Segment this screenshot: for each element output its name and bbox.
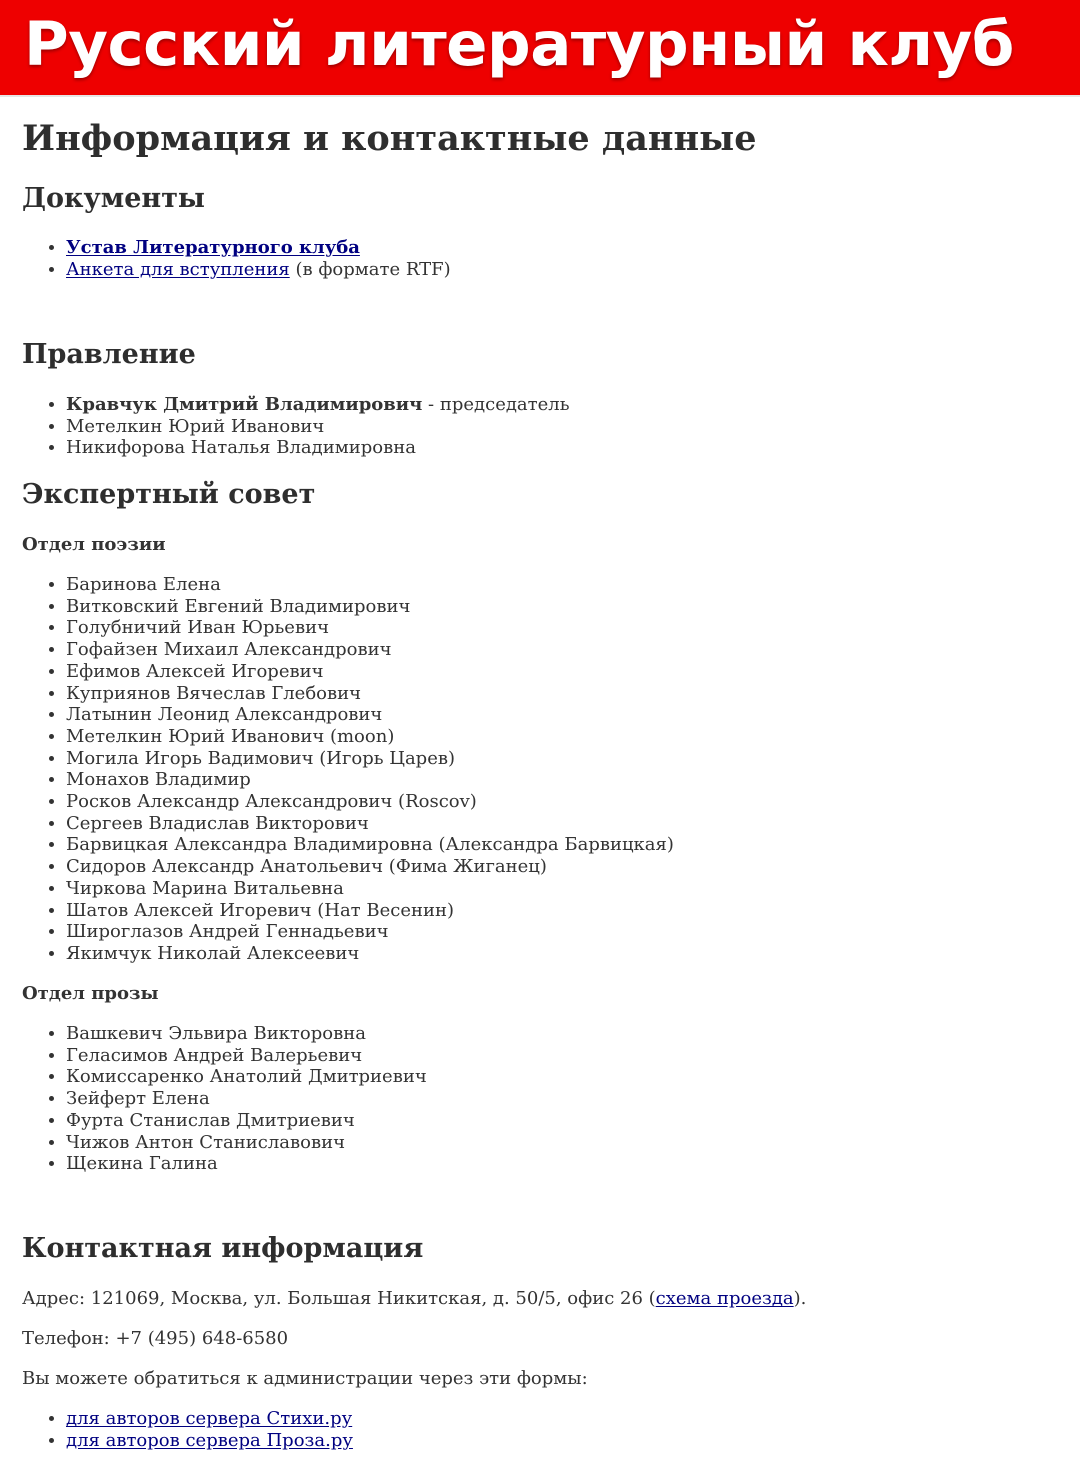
stihi-contact-form-link[interactable]: для авторов сервера Стихи.ру <box>66 1408 353 1429</box>
poetry-members-list <box>22 574 674 965</box>
list-item <box>66 259 451 281</box>
list-item: • Ефимов Алексей Игоревич <box>66 661 674 683</box>
phone-text: Телефон: +7 (495) 648-6580 <box>22 1328 289 1349</box>
site-banner <box>0 0 1080 97</box>
list-item <box>66 237 451 259</box>
list-item: • Геласимов Андрей Валерьевич <box>66 1045 427 1067</box>
list-item: • Гофайзен Михаил Александрович <box>66 639 674 661</box>
list-item: • Латынин Леонид Александрович <box>66 704 674 726</box>
list-item: • Фурта Станислав Дмитриевич <box>66 1110 427 1132</box>
application-form-link[interactable]: Анкета для вступления <box>66 258 290 280</box>
list-item: • Голубничий Иван Юрьевич <box>66 617 674 639</box>
board-list <box>22 394 570 459</box>
documents-list <box>22 237 451 280</box>
documents-heading: Документы <box>22 183 205 214</box>
list-item <box>66 1408 353 1430</box>
contact-forms-list <box>22 1408 353 1451</box>
page-title: Информация и контактные данные <box>22 118 757 159</box>
list-item: • Метелкин Юрий Иванович <box>66 416 570 438</box>
list-item: • Шатов Алексей Игоревич (Нат Весенин) <box>66 900 674 922</box>
contacts-heading: Контактная информация <box>22 1233 424 1264</box>
list-item <box>66 1430 353 1452</box>
list-item: • Зейферт Елена <box>66 1088 427 1110</box>
expert-council-heading: Экспертный совет <box>22 479 316 510</box>
address-text <box>22 1287 806 1311</box>
directions-link[interactable]: схема проезда <box>655 1288 794 1309</box>
list-item: • Росков Александр Александрович (Roscov) <box>66 791 674 813</box>
list-item: • Щекина Галина <box>66 1153 427 1175</box>
list-item: • Баринова Елена <box>66 574 674 596</box>
list-item: • Чижов Антон Станиславович <box>66 1132 427 1154</box>
list-item: • Сергеев Владислав Викторович <box>66 813 674 835</box>
list-item: • Якимчук Николай Алексеевич <box>66 943 674 965</box>
address-suffix: ). <box>793 1288 807 1309</box>
forms-intro-text: Вы можете обратиться к администрации через эти формы: <box>22 1368 588 1389</box>
address-prefix: Адрес: 121069, Москва, ул. Большая Никитская, д. 50/5, офис 26 ( <box>22 1288 656 1309</box>
list-item: • Широглазов Андрей Геннадьевич <box>66 921 674 943</box>
charter-link[interactable]: Устав Литературного клуба <box>66 237 360 258</box>
list-item: • Витковский Евгений Владимирович <box>66 596 674 618</box>
list-item: • Метелкин Юрий Иванович (moon) <box>66 726 674 748</box>
prose-department-heading: Отдел прозы <box>22 983 159 1004</box>
list-item: • Монахов Владимир <box>66 769 674 791</box>
poetry-department-heading: Отдел поэзии <box>22 534 166 555</box>
proza-contact-form-link[interactable]: для авторов сервера Проза.ру <box>66 1429 353 1451</box>
list-item: • Могила Игорь Вадимович (Игорь Царев) <box>66 748 674 770</box>
prose-members-list <box>22 1023 427 1175</box>
list-item: • Комиссаренко Анатолий Дмитриевич <box>66 1066 427 1088</box>
list-item: • Никифорова Наталья Владимировна <box>66 437 570 459</box>
document-note: (в формате RTF) <box>289 258 451 280</box>
board-heading: Правление <box>22 339 196 370</box>
site-title: Русский литературный клуб <box>24 9 1014 80</box>
chair-role: - председатель <box>422 394 570 415</box>
list-item: • Куприянов Вячеслав Глебович <box>66 683 674 705</box>
board-chair <box>66 394 570 416</box>
list-item: • Вашкевич Эльвира Викторовна <box>66 1023 427 1045</box>
list-item: • Барвицкая Александра Владимировна (Александра Барвицкая) <box>66 834 674 856</box>
list-item: • Чиркова Марина Витальевна <box>66 878 674 900</box>
list-item: • Сидоров Александр Анатольевич (Фима Жиганец) <box>66 856 674 878</box>
chair-name: Кравчук Дмитрий Владимирович <box>66 394 423 415</box>
